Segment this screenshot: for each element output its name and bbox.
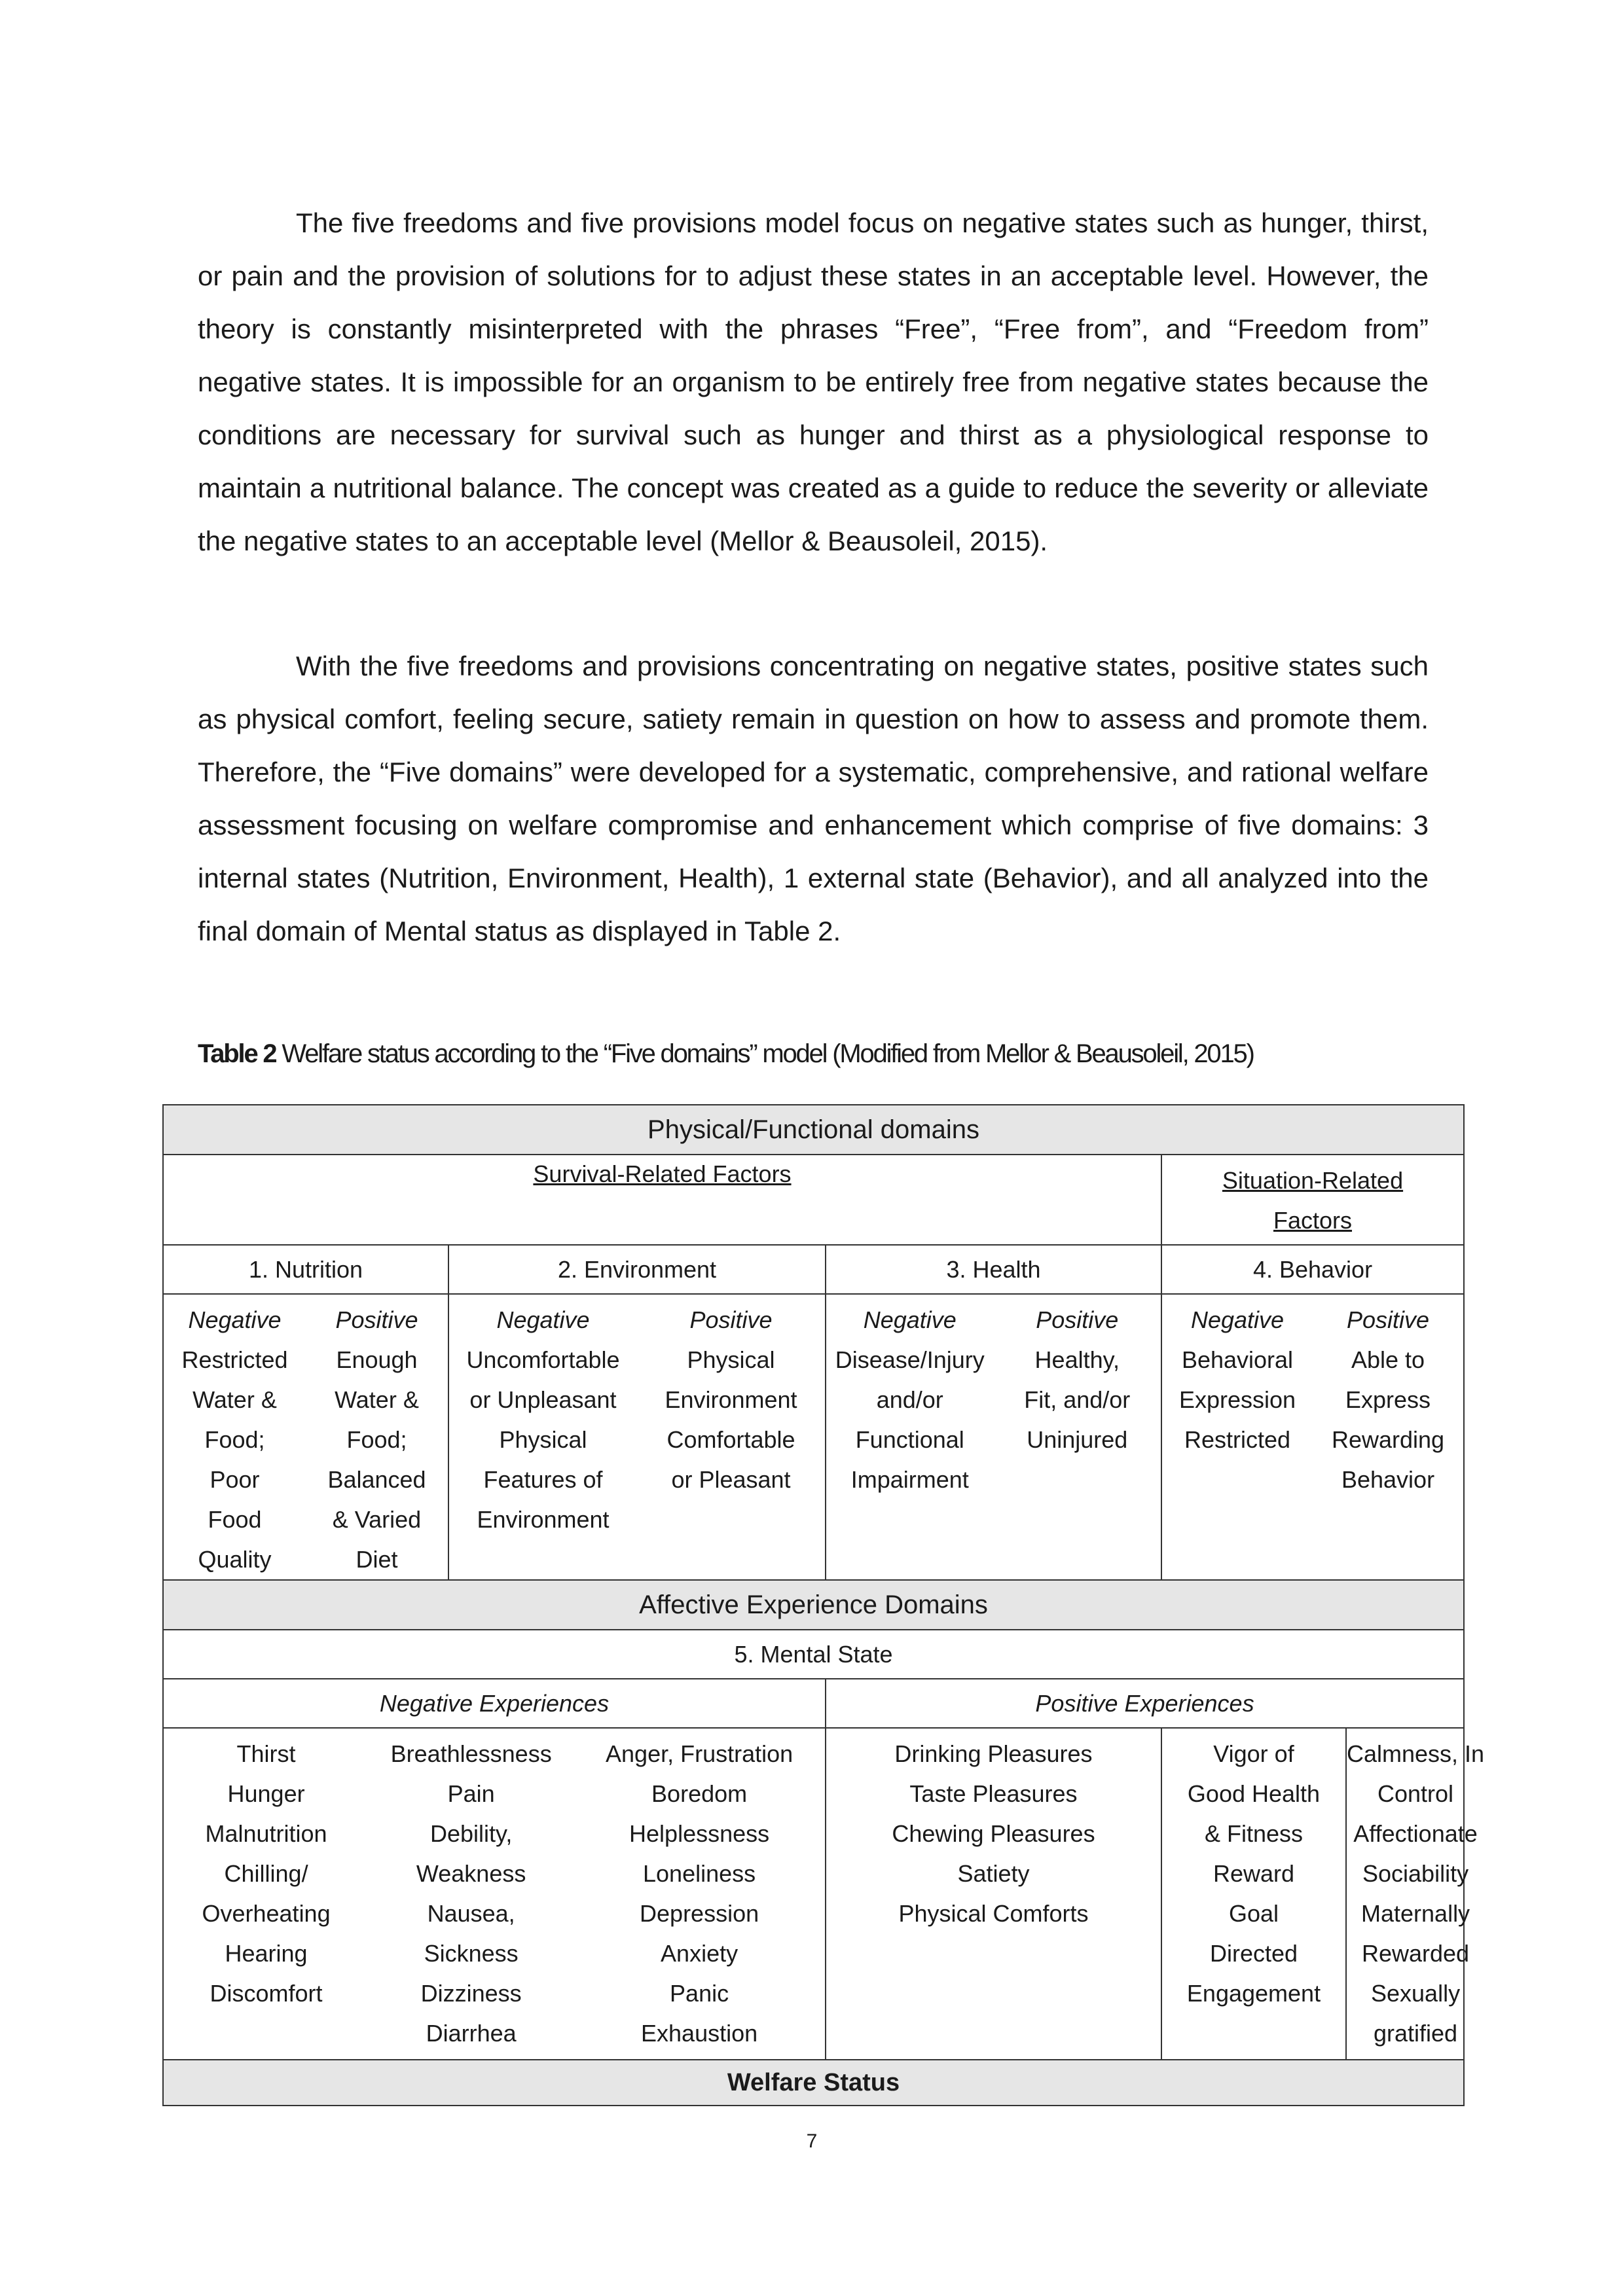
- welfare-status-footer: Welfare Status: [163, 2060, 1464, 2106]
- paragraph-2-text: With the five freedoms and provisions concentrating on negative states, positive states such as physical comfort, feeling secure, satiety remain in question on how to assess and promote them. Therefore, the “Five domains” were developed for a systematic, comprehensive, and rational welfare assessment focusing on welfare compromise and enhancement which comprise of five domains: 3 internal states (Nutrition, Environment, Health), 1 external state (Behavior), and all analyzed into the final domain of Mental status as displayed in Table 2.: [198, 651, 1429, 946]
- affective-domains-header: Affective Experience Domains: [163, 1580, 1464, 1630]
- behavior-negative: Negative Behavioral Expression Restricted: [1178, 1306, 1296, 1453]
- domain-environment: 2. Environment: [448, 1245, 826, 1294]
- survival-factors-label: Survival-Related Factors: [533, 1160, 792, 1187]
- environment-cell: [448, 1294, 826, 1580]
- positive-experiences-col-2-3: [1161, 1728, 1485, 2060]
- situation-factors-cell: [1161, 1155, 1464, 1245]
- positive-experiences-col-3: Calmness, In Control Affectionate Sociability Maternally Rewarded Sexually gratified: [1347, 1740, 1485, 2047]
- health-cell: [826, 1294, 1161, 1580]
- nutrition-cell: [163, 1294, 448, 1580]
- paragraph-1-text: The five freedoms and five provisions model focus on negative states such as hunger, thirst, or pain and the provision of solutions for to adjust these states in an acceptable level. However, the theory is constantly misinterpreted with the phrases “Free”, “Free from”, and “Freedom from” negative states. It is impossible for an organism to be entirely free from negative states because the conditions are necessary for survival such as hunger and thirst as a physiological response to maintain a nutritional balance. The concept was created as a guide to reduce the severity or alleviate the negative states to an acceptable level (Mellor & Beausoleil, 2015).: [198, 207, 1429, 556]
- paragraph-1: [198, 196, 1429, 567]
- welfare-status-table: [162, 1104, 1485, 2106]
- positive-experiences-label: Positive Experiences: [826, 1679, 1464, 1728]
- domain-nutrition: 1. Nutrition: [163, 1245, 448, 1294]
- negative-experiences-label: Negative Experiences: [163, 1679, 826, 1728]
- positive-experiences-col-1: Drinking Pleasures Taste Pleasures Chewing Pleasures Satiety Physical Comforts: [826, 1728, 1161, 2060]
- paragraph-2: [198, 639, 1429, 958]
- physical-domains-header: Physical/Functional domains: [163, 1105, 1464, 1155]
- negative-experiences-cell: [163, 1728, 826, 2060]
- health-positive: Positive Healthy, Fit, and/or Uninjured: [1024, 1306, 1131, 1453]
- domain-behavior: 4. Behavior: [1161, 1245, 1464, 1294]
- situation-factors-label: Situation-Related Factors: [1222, 1167, 1404, 1234]
- neg-experiences-col-1: Thirst Hunger Malnutrition Chilling/ Overheating Hearing Discomfort: [202, 1740, 331, 2007]
- health-negative: Negative Disease/Injury and/or Functional Impairment: [835, 1306, 985, 1493]
- environment-positive: Positive Physical Environment Comfortable or Pleasant: [665, 1306, 797, 1493]
- behavior-cell: [1161, 1294, 1464, 1580]
- mental-state-label: 5. Mental State: [163, 1630, 1464, 1679]
- neg-experiences-col-2: Breathlessness Pain Debility, Weakness Nausea, Sickness Dizziness Diarrhea: [390, 1740, 552, 2047]
- behavior-positive: Positive Able to Express Rewarding Behavior: [1331, 1306, 1445, 1493]
- neg-experiences-col-3: Anger, Frustration Boredom Helplessness Loneliness Depression Anxiety Panic Exhaustion: [606, 1740, 793, 2047]
- page-number: 7: [806, 2130, 818, 2152]
- nutrition-negative: Negative Restricted Water & Food; Poor Food Quality: [181, 1306, 288, 1573]
- table-caption-text: Welfare status according to the “Five domains” model (Modified from Mellor & Beausoleil, 2015): [276, 1039, 1254, 1068]
- positive-experiences-col-2: Vigor of Good Health & Fitness Reward Goal Directed Engagement: [1162, 1729, 1347, 2059]
- table-caption: [198, 1035, 1442, 1072]
- table-caption-label: Table 2: [198, 1039, 276, 1068]
- survival-factors-cell: [163, 1155, 1161, 1245]
- nutrition-positive: Positive Enough Water & Food; Balanced & Varied Diet: [327, 1306, 426, 1573]
- domain-health: 3. Health: [826, 1245, 1161, 1294]
- environment-negative: Negative Uncomfortable or Unpleasant Physical Features of Environment: [466, 1306, 620, 1533]
